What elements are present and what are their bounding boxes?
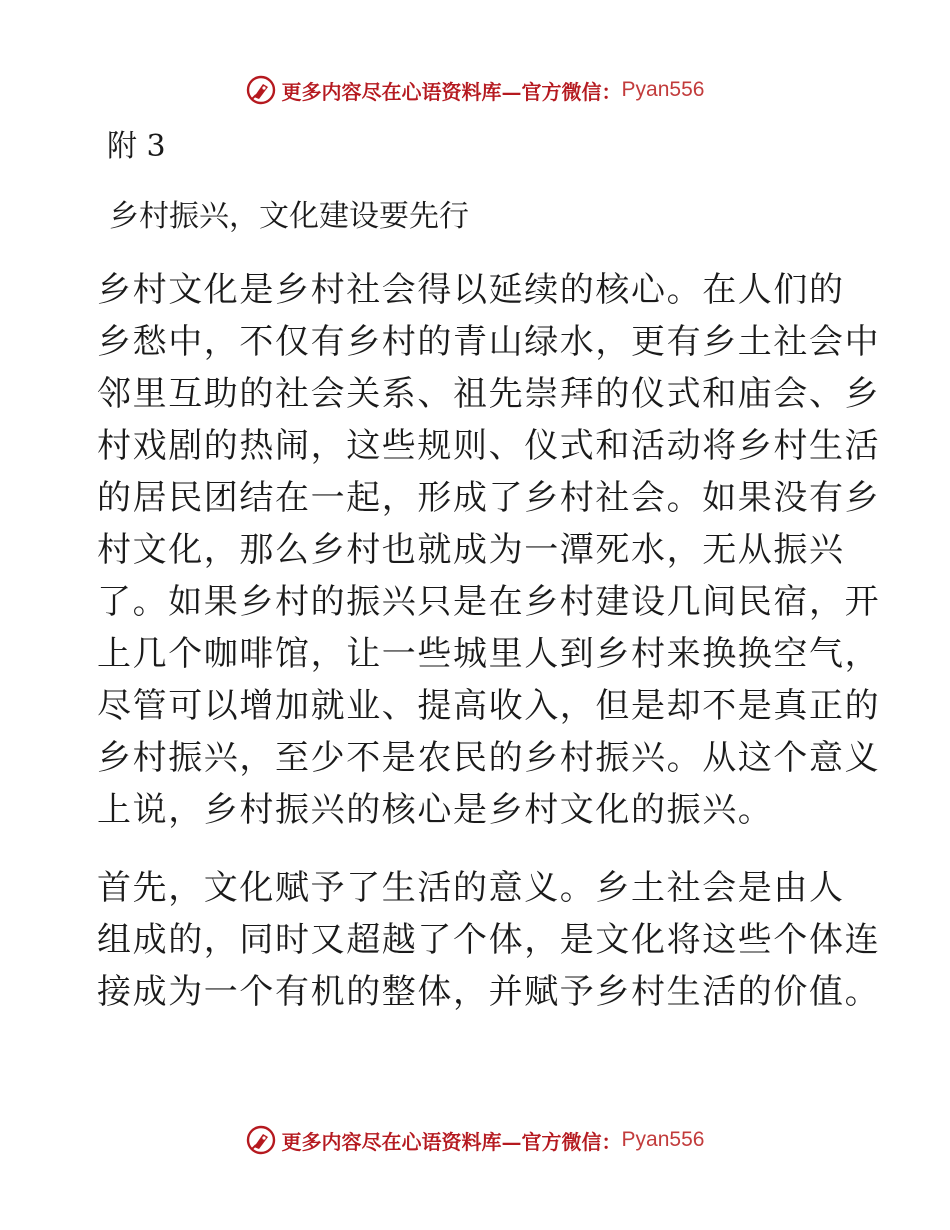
text-line: 乡村振兴，至少不是农民的乡村振兴。从这个意义 (97, 738, 881, 778)
text-line: 乡愁中，不仅有乡村的青山绿水，更有乡土社会中 (97, 322, 881, 362)
pen-nib-logo-icon (246, 1125, 276, 1155)
watermark-wechat-id: Pyan556 (621, 1128, 705, 1151)
text-line: 村文化，那么乡村也就成为一潭死水，无从振兴 (97, 530, 845, 570)
text-line: 接成为一个有机的整体，并赋予乡村生活的价值。 (97, 972, 881, 1012)
text-line: 邻里互助的社会关系、祖先崇拜的仪式和庙会、乡 (97, 374, 881, 414)
text-line: 尽管可以增加就业、提高收入，但是却不是真正的 (97, 686, 881, 726)
footer-watermark (0, 1120, 950, 1160)
text-line: 组成的，同时又超越了个体，是文化将这些个体连 (97, 920, 881, 960)
text-line: 上说，乡村振兴的核心是乡村文化的振兴。 (97, 790, 774, 830)
paragraph-2 (97, 862, 881, 1018)
text-line: 乡村文化是乡村社会得以延续的核心。在人们的 (97, 270, 845, 310)
watermark-text: 更多内容尽在心语资料库—官方微信： (281, 79, 622, 104)
document-body (97, 122, 881, 1018)
annex-label: 附 3 (107, 129, 166, 164)
watermark-wechat-id: Pyan556 (621, 78, 705, 101)
header-watermark (0, 70, 950, 110)
pen-nib-logo-icon (246, 75, 276, 105)
text-line: 的居民团结在一起，形成了乡村社会。如果没有乡 (97, 478, 881, 518)
text-line: 村戏剧的热闹，这些规则、仪式和活动将乡村生活 (97, 426, 881, 466)
text-line: 首先，文化赋予了生活的意义。乡土社会是由人 (97, 868, 845, 908)
paragraph-1 (97, 264, 881, 836)
watermark-text: 更多内容尽在心语资料库—官方微信： (281, 1129, 622, 1154)
text-line: 上几个咖啡馆，让一些城里人到乡村来换换空气， (97, 634, 881, 674)
document-title: 乡村振兴，文化建设要先行 (109, 199, 469, 234)
text-line: 了。如果乡村的振兴只是在乡村建设几间民宿，开 (97, 582, 881, 622)
